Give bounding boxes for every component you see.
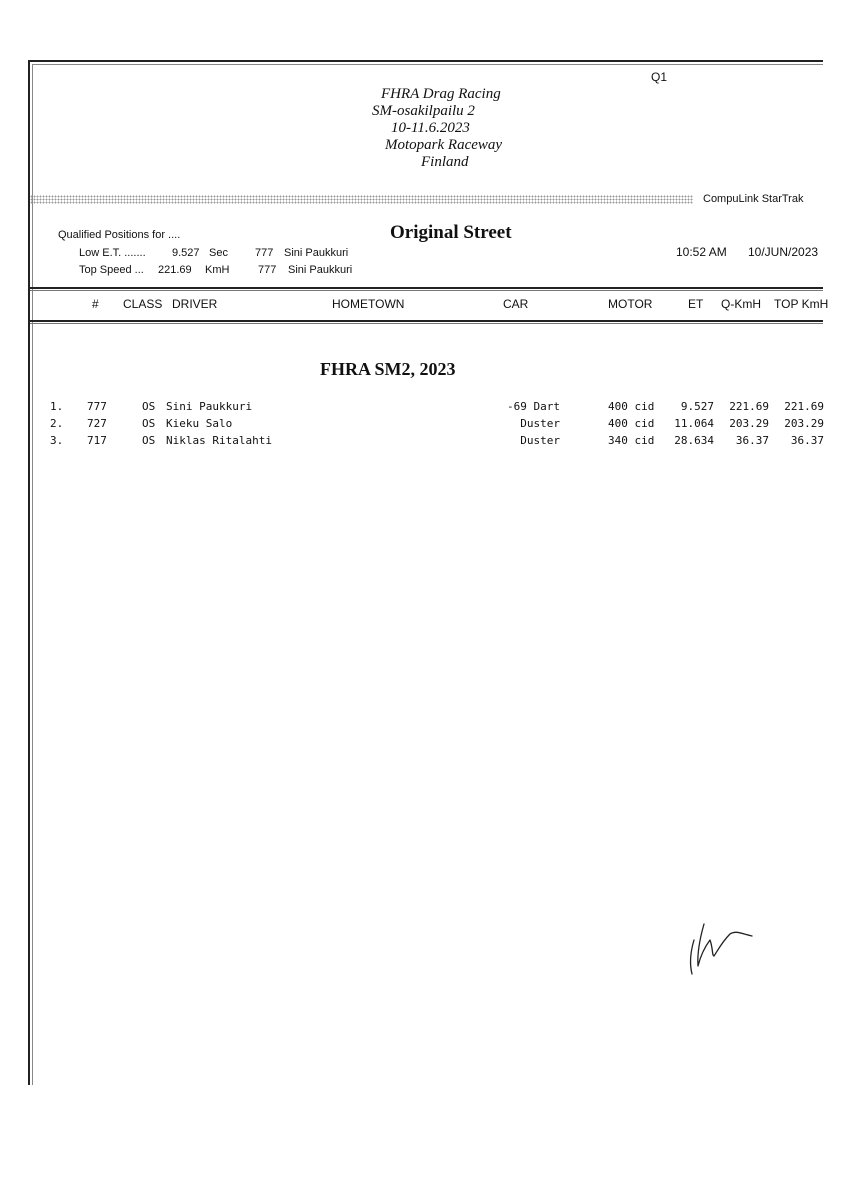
report-time: 10:52 AM xyxy=(676,245,727,259)
row-top-kmh: 36.37 xyxy=(790,434,824,447)
low-et-unit: Sec xyxy=(209,247,228,259)
row-class: OS xyxy=(142,434,156,447)
row-q-kmh: 36.37 xyxy=(735,434,769,447)
row-position: 2. xyxy=(50,417,64,430)
event-line-competition: SM-osakilpailu 2 xyxy=(372,103,475,119)
header-rule-top-inner xyxy=(30,290,823,291)
header-rule-bottom xyxy=(30,320,823,322)
header-rule-bottom-inner xyxy=(30,323,823,324)
row-car: -69 Dart xyxy=(507,400,560,413)
event-line-country: Finland xyxy=(421,154,469,170)
row-motor: 340 cid xyxy=(608,434,655,447)
row-position: 3. xyxy=(50,434,64,447)
header-rule-top xyxy=(30,287,823,289)
table-row xyxy=(0,400,848,417)
section-title: FHRA SM2, 2023 xyxy=(320,359,456,379)
low-et-label: Low E.T. ....... xyxy=(79,247,146,259)
row-position: 1. xyxy=(50,400,64,413)
row-car: Duster xyxy=(520,417,560,430)
top-speed-value: 221.69 xyxy=(158,264,192,276)
column-header-number: # xyxy=(92,297,99,311)
event-line-dates: 10-11.6.2023 xyxy=(391,120,470,136)
table-row xyxy=(0,417,848,434)
row-car-number: 727 xyxy=(87,417,107,430)
row-car: Duster xyxy=(520,434,560,447)
stipple-divider xyxy=(30,195,693,204)
row-driver: Niklas Ritalahti xyxy=(166,434,272,447)
low-et-number: 777 xyxy=(255,247,274,259)
row-q-kmh: 221.69 xyxy=(729,400,769,413)
column-header-hometown: HOMETOWN xyxy=(332,297,405,311)
column-header-q-kmh: Q-KmH xyxy=(721,297,761,311)
row-class: OS xyxy=(142,400,156,413)
top-speed-number: 777 xyxy=(258,264,277,276)
event-info xyxy=(330,86,570,171)
event-line-venue: Motopark Raceway xyxy=(385,137,503,153)
row-car-number: 777 xyxy=(87,400,107,413)
event-line-title: FHRA Drag Racing xyxy=(381,86,501,102)
page-frame-top xyxy=(28,60,823,62)
top-speed-driver: Sini Paukkuri xyxy=(288,264,353,276)
class-title: Original Street xyxy=(390,222,512,243)
row-et: 28.634 xyxy=(674,434,714,447)
row-driver: Sini Paukkuri xyxy=(166,400,253,413)
column-header-driver: DRIVER xyxy=(172,297,218,311)
row-motor: 400 cid xyxy=(608,400,655,413)
low-et-driver: Sini Paukkuri xyxy=(284,247,349,259)
table-row xyxy=(0,434,848,451)
row-driver: Kieku Salo xyxy=(166,417,233,430)
row-et: 11.064 xyxy=(674,417,714,430)
column-header-car: CAR xyxy=(503,297,529,311)
page-frame-left xyxy=(28,60,30,1085)
row-et: 9.527 xyxy=(680,400,714,413)
row-motor: 400 cid xyxy=(608,417,655,430)
page-frame-left-inner xyxy=(32,64,33,1085)
page-frame-top-inner xyxy=(32,64,823,65)
qualifying-round-label: Q1 xyxy=(651,70,668,84)
top-speed-unit: KmH xyxy=(205,264,230,276)
top-speed-label: Top Speed ... xyxy=(79,264,144,276)
column-header-top-kmh: TOP KmH xyxy=(774,297,829,311)
row-q-kmh: 203.29 xyxy=(729,417,769,430)
report-date: 10/JUN/2023 xyxy=(748,245,819,259)
low-et-value: 9.527 xyxy=(172,247,200,259)
column-header-class: CLASS xyxy=(123,297,163,311)
row-car-number: 717 xyxy=(87,434,107,447)
qualified-positions-label: Qualified Positions for .... xyxy=(58,229,181,241)
row-top-kmh: 203.29 xyxy=(784,417,824,430)
column-header-et: ET xyxy=(688,297,704,311)
column-header-motor: MOTOR xyxy=(608,297,653,311)
row-top-kmh: 221.69 xyxy=(784,400,824,413)
row-class: OS xyxy=(142,417,156,430)
timing-system-label: CompuLink StarTrak xyxy=(703,193,804,205)
handwritten-signature xyxy=(680,912,770,982)
